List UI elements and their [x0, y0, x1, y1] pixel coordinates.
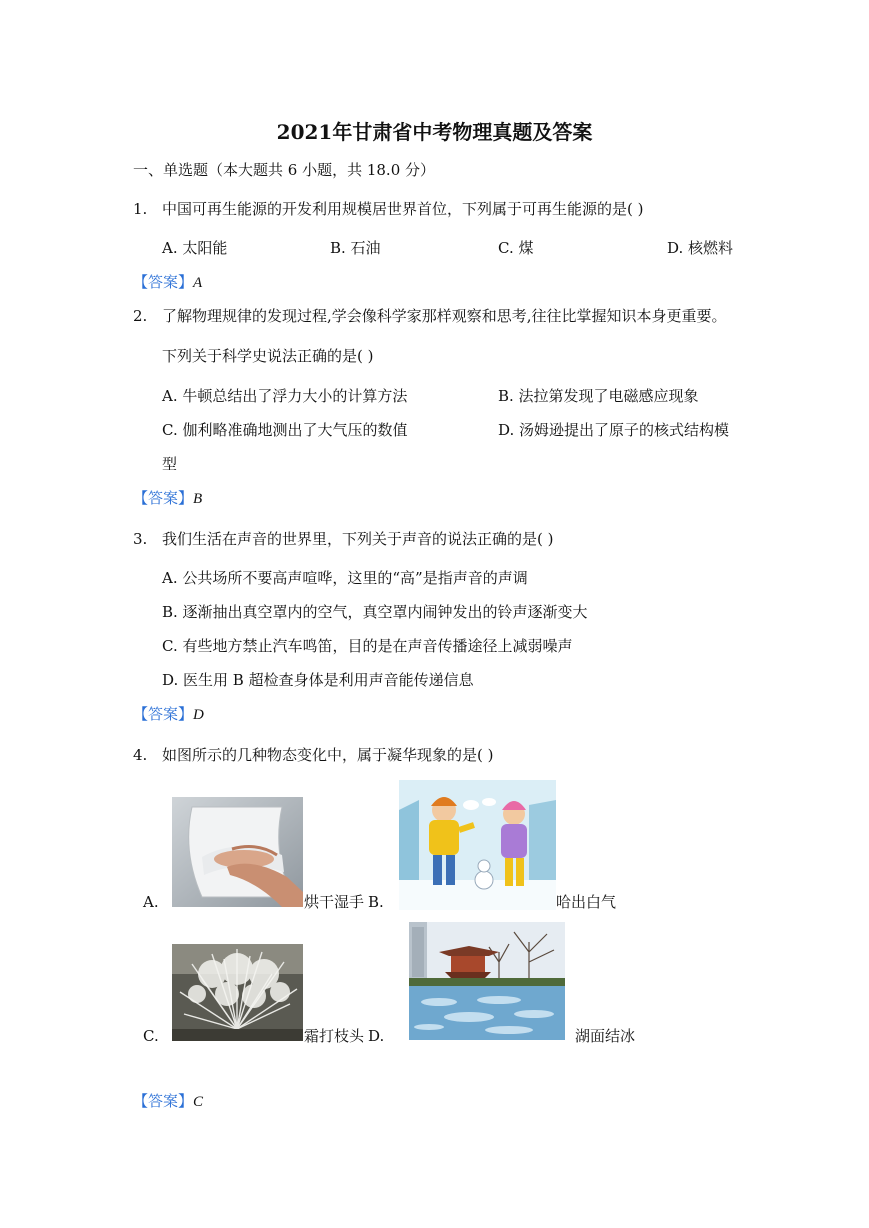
section-heading: 一、单选题（本大题共 6 小题，共 18.0 分） — [133, 161, 436, 179]
q4-caption-b: 哈出白气 — [556, 893, 617, 911]
q2-option-d-wrap: 型 — [162, 455, 178, 473]
q1-option-c: C. 煤 — [498, 239, 534, 257]
q2-option-d: D. 汤姆逊提出了原子的核式结构模 — [498, 421, 730, 439]
q4-caption-d: 湖面结冰 — [575, 1027, 636, 1045]
answer-value: B — [193, 491, 203, 507]
question-4-number: 4. — [133, 746, 148, 764]
q3-option-c: C. 有些地方禁止汽车鸣笛，目的是在声音传播途径上减弱噪声 — [162, 637, 573, 655]
question-1-number: 1. — [133, 200, 148, 218]
answer-label: 【答案】 — [133, 705, 194, 723]
hand-dryer-image — [172, 797, 303, 907]
answer-label: 【答案】 — [133, 489, 194, 507]
q3-option-a: A. 公共场所不要高声喧哗，这里的“高”是指声音的声调 — [162, 569, 528, 587]
question-3-number: 3. — [133, 530, 148, 548]
answer-value: C — [193, 1094, 204, 1110]
question-2-number: 2. — [133, 307, 148, 325]
q4-caption-c: 霜打枝头 — [304, 1027, 365, 1045]
q4-label-c: C. — [143, 1027, 159, 1045]
question-2-stem-line1: 了解物理规律的发现过程,学会像科学家那样观察和思考,往往比掌握知识本身更重要。 — [162, 307, 727, 325]
q3-answer — [133, 704, 204, 725]
page-title: 2021年甘肃省中考物理真题及答案 — [276, 120, 593, 144]
q1-option-d: D. 核燃料 — [667, 239, 734, 257]
q1-option-a: A. 太阳能 — [162, 239, 228, 257]
q4-label-d: D. — [368, 1027, 385, 1045]
q2-option-c: C. 伽利略准确地测出了大气压的数值 — [162, 421, 408, 439]
q4-label-b: B. — [368, 893, 384, 911]
q4-caption-a: 烘干湿手 — [304, 893, 365, 911]
question-4-stem: 如图所示的几种物态变化中，属于凝华现象的是( ) — [162, 746, 494, 764]
q3-option-b: B. 逐渐抽出真空罩内的空气，真空罩内闹钟发出的铃声逐渐变大 — [162, 603, 588, 621]
q2-option-a: A. 牛顿总结出了浮力大小的计算方法 — [162, 387, 408, 405]
frost-branches-image — [172, 944, 303, 1041]
answer-value: D — [193, 707, 204, 723]
question-2-stem-line2: 下列关于科学史说法正确的是( ) — [162, 347, 374, 365]
q4-label-a: A. — [143, 893, 159, 911]
q3-option-d: D. 医生用 B 超检查身体是利用声音能传递信息 — [162, 671, 474, 689]
q1-option-b: B. 石油 — [330, 239, 381, 257]
frozen-lake-image — [409, 922, 565, 1040]
q2-answer — [133, 488, 202, 509]
answer-value: A — [193, 275, 203, 291]
kids-breath-image — [399, 780, 556, 910]
question-3-stem: 我们生活在声音的世界里，下列关于声音的说法正确的是( ) — [162, 530, 554, 548]
answer-label: 【答案】 — [133, 1092, 194, 1110]
q2-option-b: B. 法拉第发现了电磁感应现象 — [498, 387, 699, 405]
answer-label: 【答案】 — [133, 273, 194, 291]
q4-answer — [133, 1091, 203, 1112]
q1-answer — [133, 272, 202, 293]
question-1-stem: 中国可再生能源的开发利用规模居世界首位，下列属于可再生能源的是( ) — [162, 200, 644, 218]
